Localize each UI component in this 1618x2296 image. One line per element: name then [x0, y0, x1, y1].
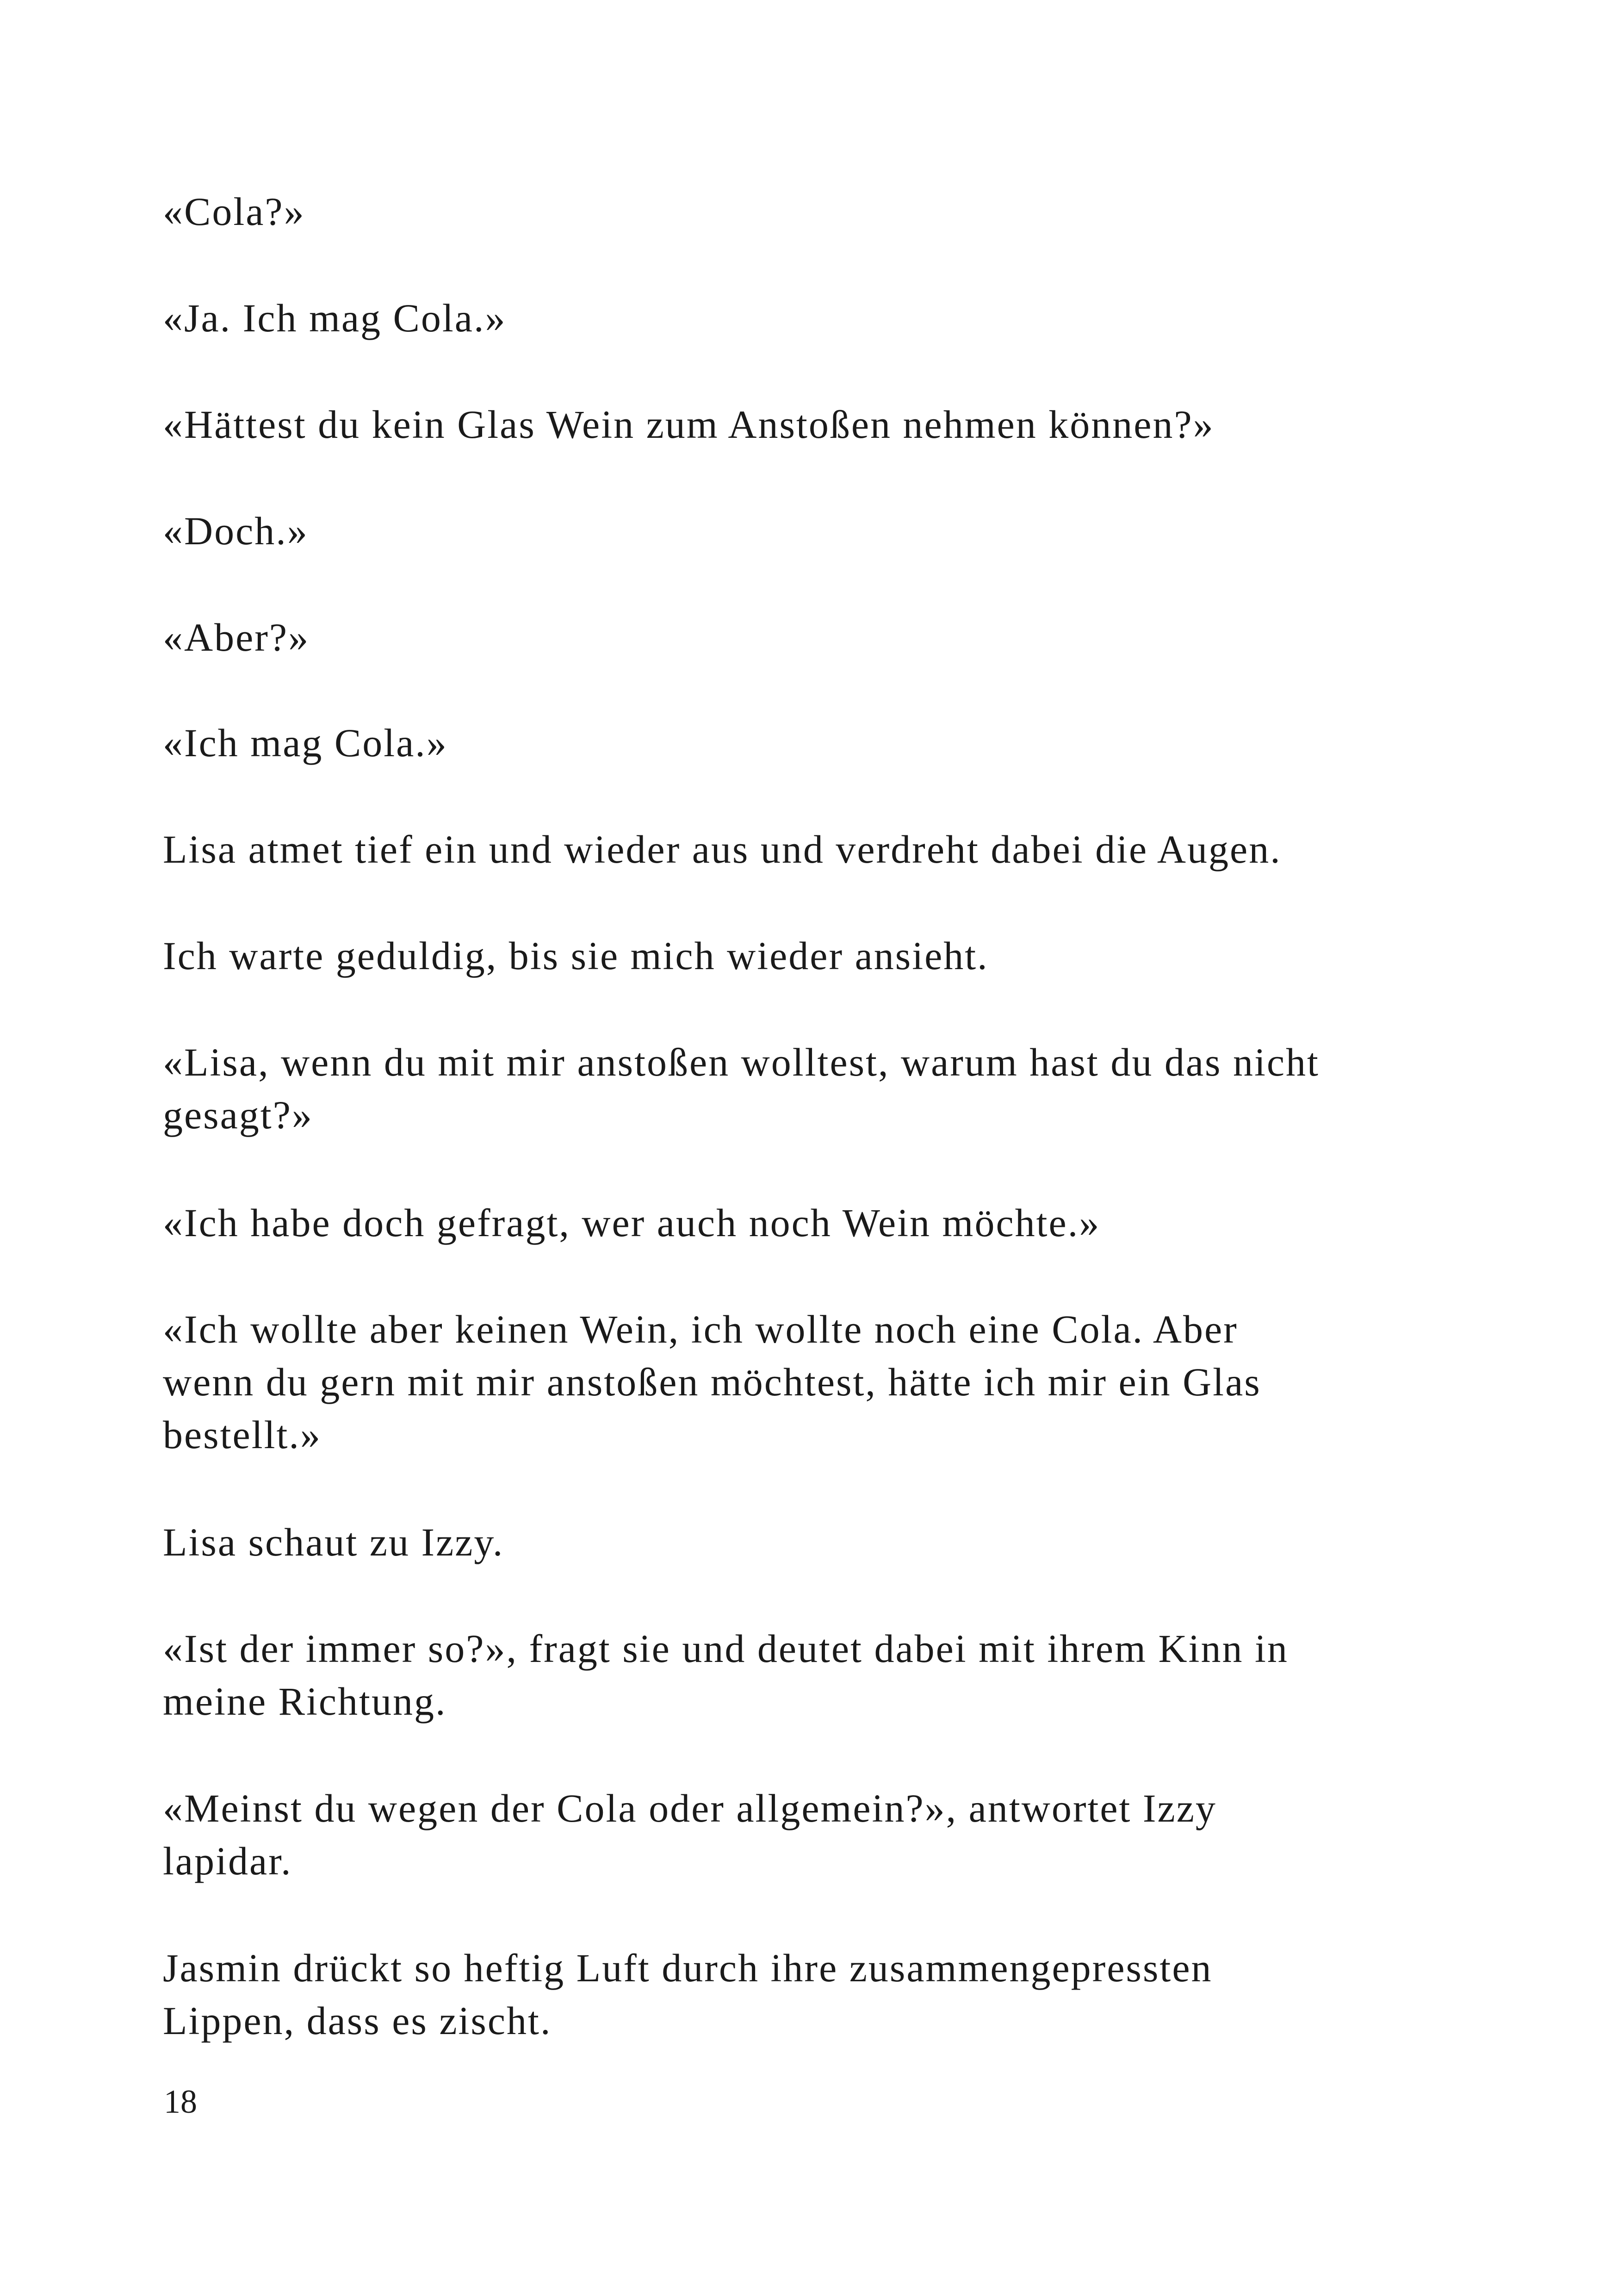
- paragraph: [163, 1941, 1458, 2047]
- paragraph: [163, 1622, 1458, 1728]
- page-number: 18: [164, 2083, 197, 2120]
- text-line: «Doch.»: [163, 509, 309, 553]
- paragraph: [163, 185, 1458, 238]
- paragraph: [163, 929, 1458, 982]
- paragraph: [163, 1516, 1458, 1568]
- paragraph: [163, 292, 1458, 344]
- text-line: lapidar.: [163, 1839, 292, 1883]
- paragraph: [163, 1036, 1458, 1141]
- paragraph: [163, 611, 1458, 664]
- paragraph: [163, 398, 1458, 451]
- text-line: «Ich wollte aber keinen Wein, ich wollte noch eine Cola. Aber: [163, 1307, 1238, 1351]
- paragraph: [163, 1196, 1458, 1249]
- paragraph: [163, 504, 1458, 557]
- text-line: «Hättest du kein Glas Wein zum Anstoßen nehmen können?»: [163, 402, 1215, 447]
- text-line: «Ja. Ich mag Cola.»: [163, 296, 507, 340]
- text-line: wenn du gern mit mir anstoßen möchtest, hätte ich mir ein Glas: [163, 1360, 1261, 1404]
- paragraph: [163, 823, 1458, 876]
- paragraph: [163, 1303, 1458, 1461]
- text-line: Lippen, dass es zischt.: [163, 1998, 552, 2043]
- text-line: Lisa atmet tief ein und wieder aus und verdreht dabei die Augen.: [163, 827, 1282, 871]
- text-line: «Ist der immer so?», fragt sie und deutet dabei mit ihrem Kinn in: [163, 1626, 1289, 1671]
- text-line: bestellt.»: [163, 1412, 322, 1457]
- text-line: Ich warte geduldig, bis sie mich wieder ansieht.: [163, 933, 989, 978]
- paragraph: [163, 1782, 1458, 1887]
- paragraph: [163, 716, 1458, 769]
- text-line: meine Richtung.: [163, 1679, 447, 1724]
- text-line: «Ich mag Cola.»: [163, 721, 448, 765]
- text-line: Jasmin drückt so heftig Luft durch ihre zusammengepressten: [163, 1946, 1213, 1990]
- text-line: «Aber?»: [163, 615, 310, 660]
- text-line: «Cola?»: [163, 189, 305, 234]
- text-line: Lisa schaut zu Izzy.: [163, 1520, 504, 1564]
- text-line: gesagt?»: [163, 1093, 313, 1137]
- text-line: «Ich habe doch gefragt, wer auch noch Wein möchte.»: [163, 1201, 1101, 1245]
- text-line: «Meinst du wegen der Cola oder allgemein?», antwortet Izzy: [163, 1786, 1217, 1830]
- text-line: «Lisa, wenn du mit mir anstoßen wolltest, warum hast du das nicht: [163, 1040, 1320, 1084]
